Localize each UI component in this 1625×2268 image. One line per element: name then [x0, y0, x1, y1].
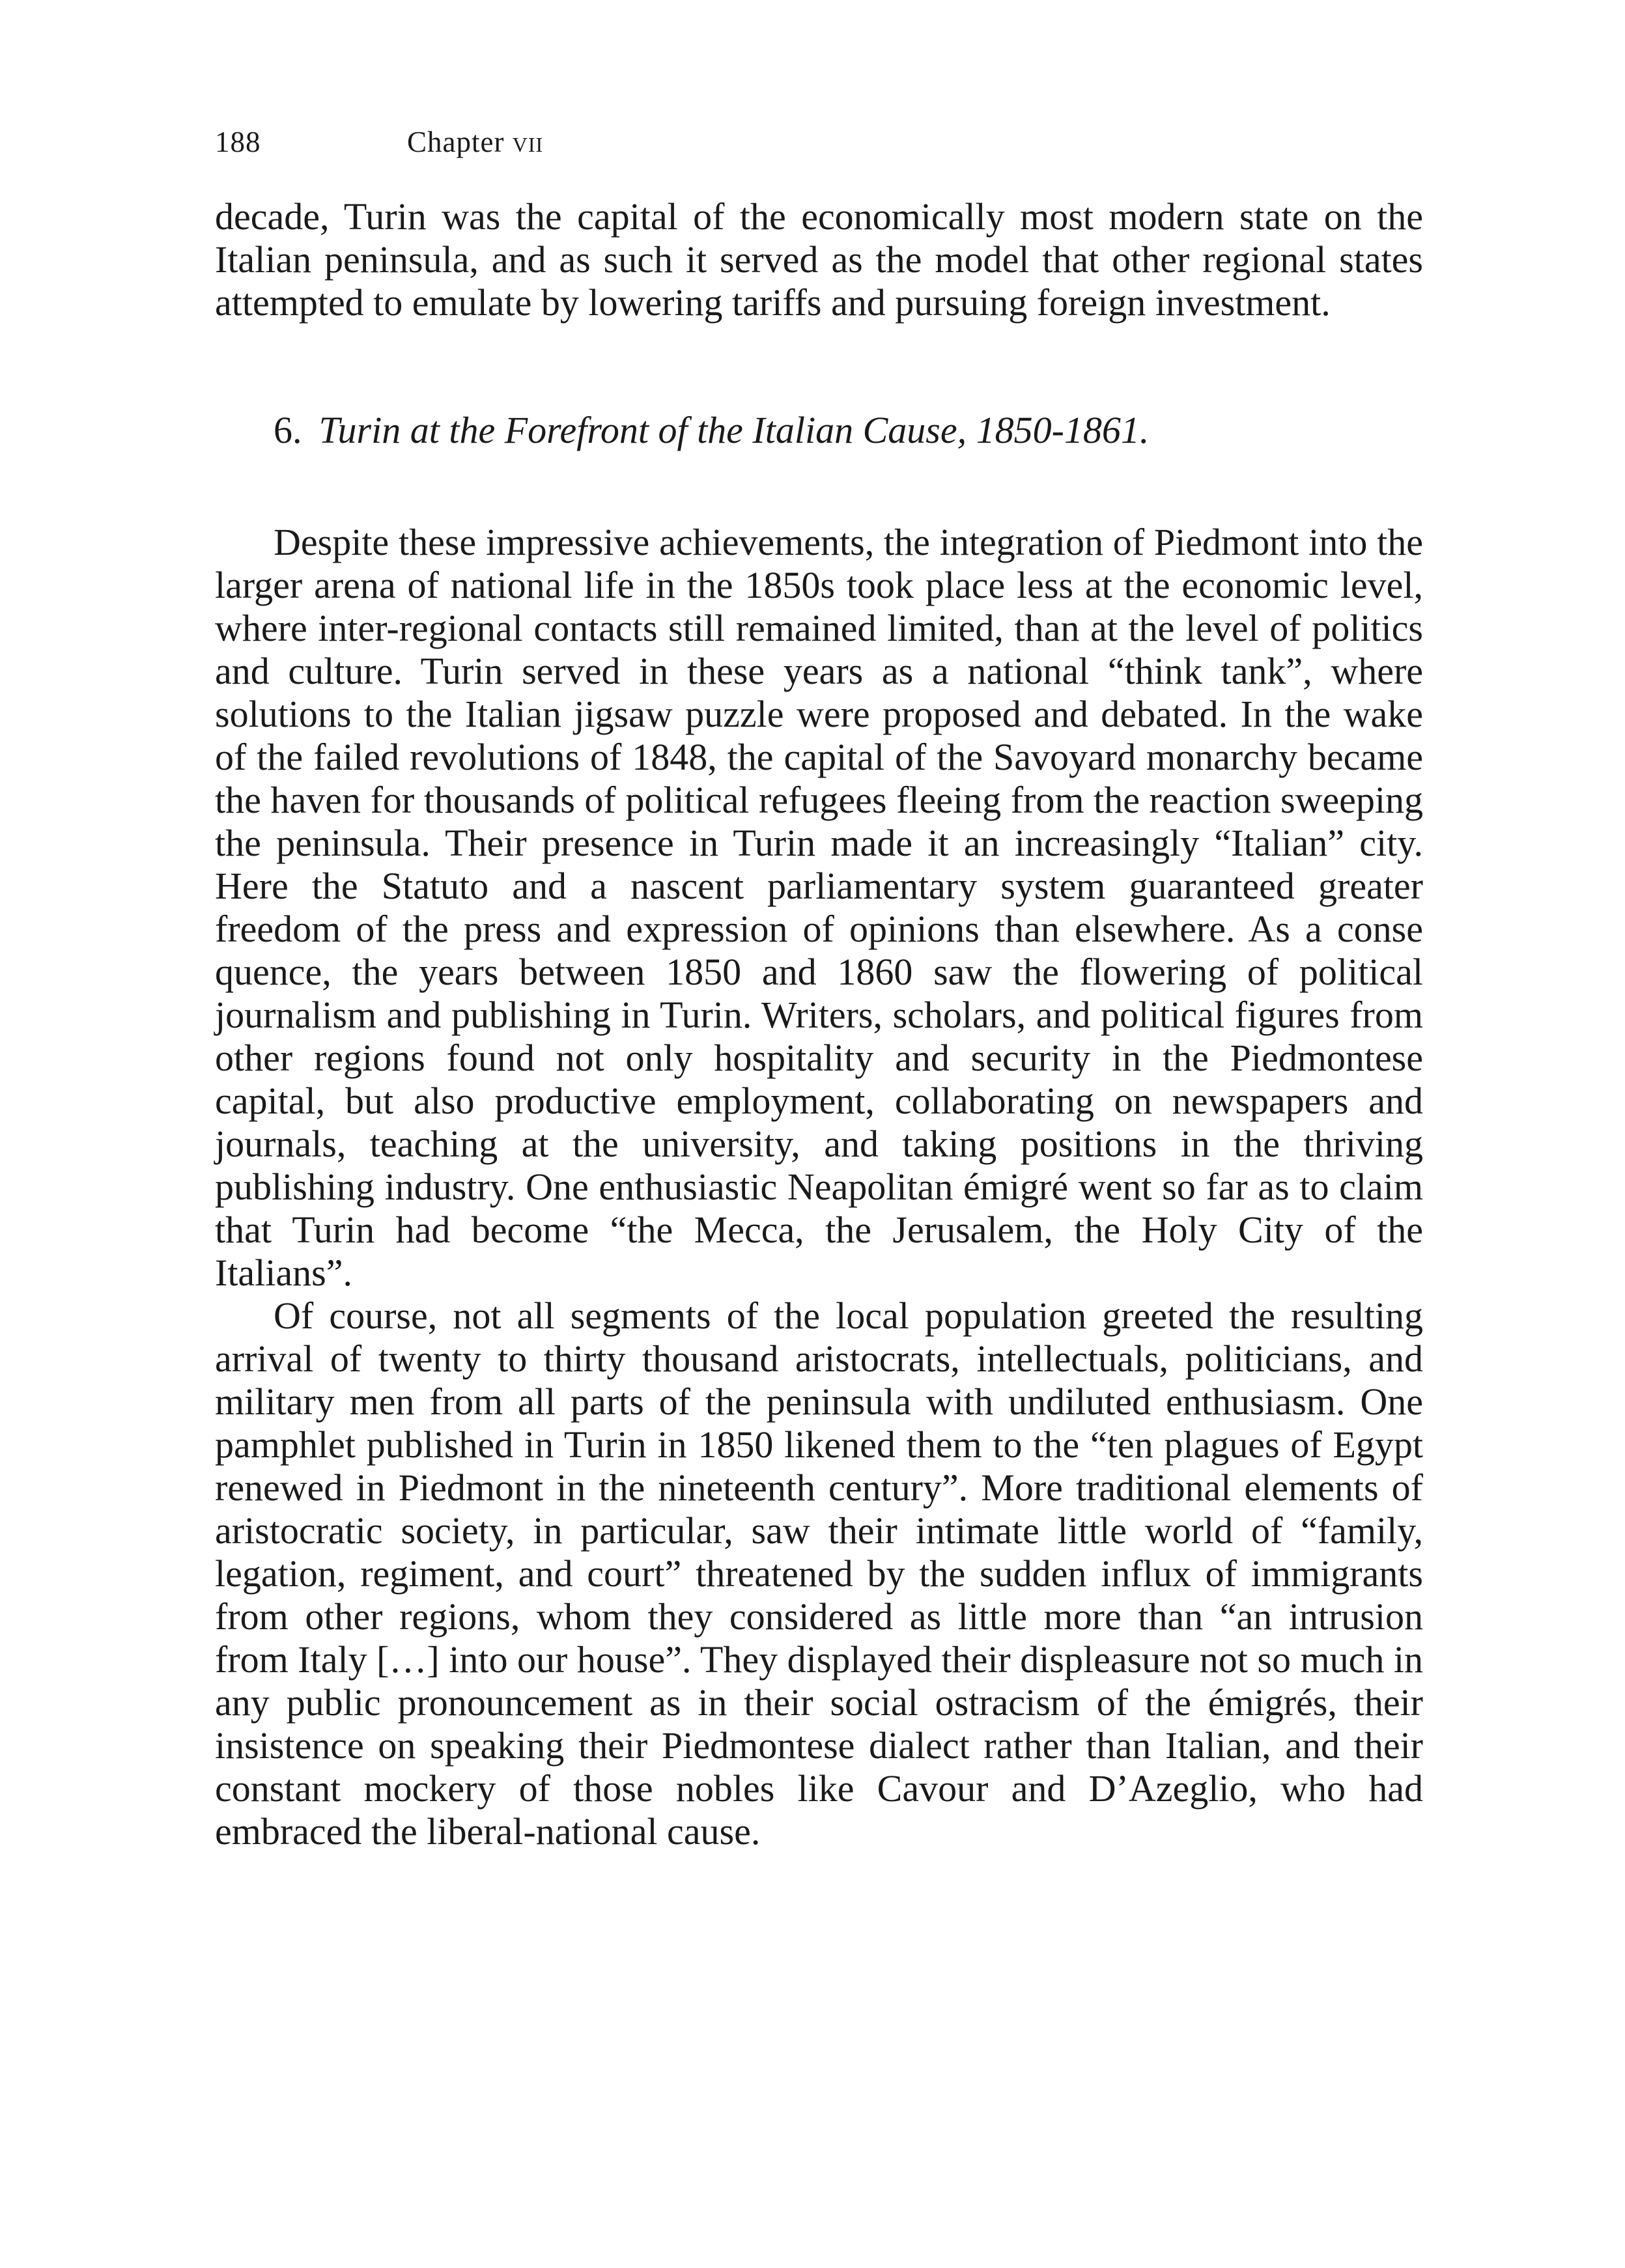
page-number: 188 [215, 126, 261, 158]
section-title: Turin at the Forefront of the Italian Cause, 1850-1861. [318, 409, 1150, 451]
continued-paragraph: decade, Turin was the capital of the economically most modern state on the Italian peninsula, and as such it served as the model that other regional states attempted to emulate by lowering tariffs and pursuing foreign investment. [215, 195, 1423, 324]
chapter-label: Chapter [407, 126, 505, 158]
book-page [215, 0, 1423, 2268]
section-heading [274, 409, 1423, 452]
section-number: 6. [274, 409, 302, 451]
paragraph: Despite these impressive achievements, the integration of Piedmont into the larger arena of national life in the 1850s took place less at the economic level, where inter-regional contacts still remained limited, than at the level of politics and culture. Turin served in these years as a national “think tank”, where solutions to the Italian jigsaw puzzle were proposed and debated. In the wake of the failed revolutions of 1848, the capital of the Savoyard monarchy became the haven for thousands of political refugees fleeing from the reaction sweeping the peninsula. Their presence in Turin made it an increasingly “Italian” city. Here the Statuto and a nascent parliamentary system guaranteed greater freedom of the press and expression of opinions than elsewhere. As a conse quence, the years between 1850 and 1860 saw the flowering of political journalism and publishing in Turin. Writers, scholars, and political figures from other regions found not only hospitality and security in the Piedmontese capital, but also productive employment, collaborating on newspapers and journals, teaching at the university, and taking positions in the thriving publishing industry. One enthusiastic Neapolitan émigré went so far as to claim that Turin had become “the Mecca, the Jerusalem, the Holy City of the Italians”. [215, 521, 1423, 1294]
chapter-title [407, 122, 543, 161]
body-text [215, 195, 1423, 1853]
paragraph: Of course, not all segments of the local population greeted the resulting arrival of twenty to thirty thousand aristocrats, intellectuals, politicians, and military men from all parts of the peninsula with undiluted enthusiasm. One pamphlet published in Turin in 1850 likened them to the “ten plagues of Egypt renewed in Piedmont in the nineteenth century”. More traditional elements of aristocratic society, in particular, saw their intimate little world of “family, legation, regiment, and court” threatened by the sudden influx of immigrants from other regions, whom they considered as little more than “an intrusion from Italy […] into our house”. They displayed their displeasure not so much in any public pronouncement as in their social ostracism of the émigrés, their insistence on speaking their Piedmontese dialect rather than Italian, and their constant mockery of those nobles like Cavour and D’Azeglio, who had embraced the liberal-national cause. [215, 1295, 1423, 1853]
chapter-numeral: vii [512, 126, 544, 158]
